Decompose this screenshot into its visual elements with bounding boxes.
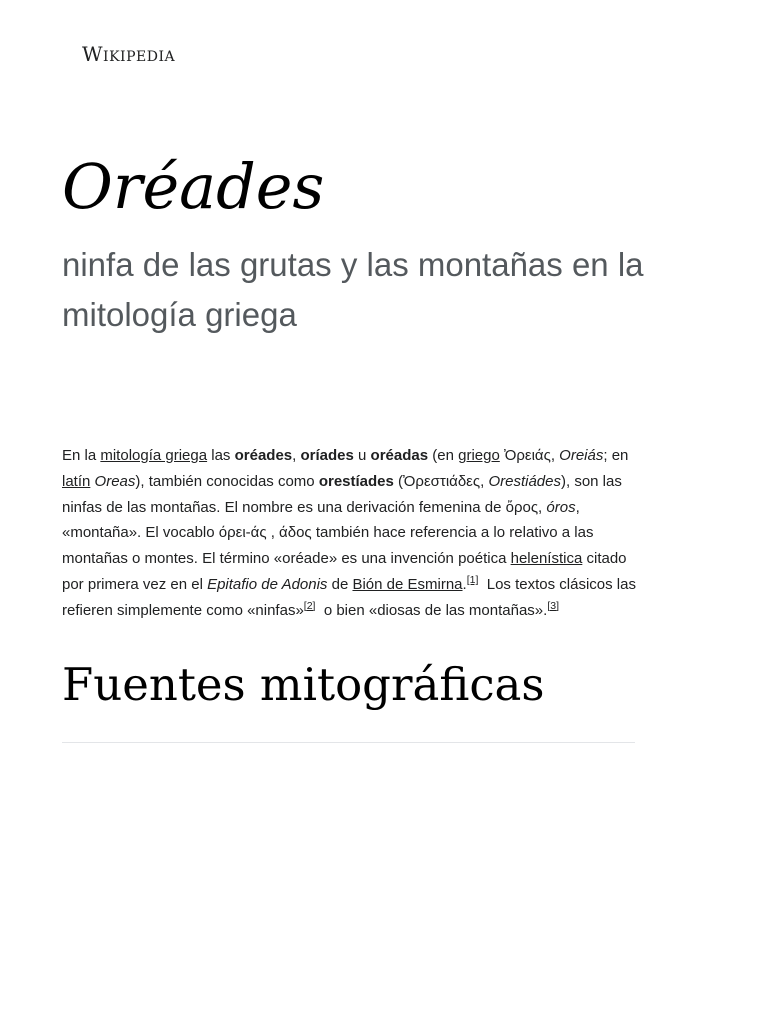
lead-text: , «montaña». El vocablo όρει-άς , άδος también hace referencia a lo relativo a las montañas o montes. El término «oréade» es una invención poética [62,498,594,568]
term-epitafio-de-adonis: Epitafio de Adonis [207,575,328,593]
link-latin[interactable]: latín [62,472,91,490]
reference-2 [304,600,316,612]
link-helenistica[interactable]: helenística [510,550,583,568]
lead-text: Los textos clásicos las refieren simplemente como «ninfas» [62,575,641,619]
link-griego[interactable]: griego [458,447,500,464]
term-oreias: Oreiás [559,447,604,464]
link-mitologia-griega[interactable]: mitología griega [100,447,208,464]
lead-text: ; en [603,447,629,464]
lead-text: las [207,447,235,464]
lead-text: u [353,447,371,464]
lead-text: Ὀρειάς, [499,447,560,464]
term-oros: óros [546,498,576,516]
lead-paragraph [62,443,650,624]
reference-link-1[interactable]: [1] [466,573,479,586]
lead-text: ), también conocidas como [135,472,319,490]
lead-text: de [327,575,353,593]
term-oreades: oréades [234,447,293,464]
reference-link-3[interactable]: [3] [547,599,559,612]
term-oreadas: oréadas [370,447,429,464]
term-orestiades-latin: Orestiádes [488,472,561,490]
section-divider [62,742,635,743]
lead-text: , [292,447,301,464]
reference-1 [467,574,479,586]
reference-3 [547,600,559,612]
lead-text: (en [428,447,459,464]
lead-text: citado por primera vez en el [62,550,627,593]
page-title: Oréades [62,150,325,223]
lead-text: . [462,575,467,593]
page-subtitle: ninfa de las grutas y las montañas en la mitología griega [62,246,644,333]
lead-text: o bien «diosas de las montañas». [315,601,548,619]
wikipedia-wordmark[interactable]: Wikipedia [82,42,176,66]
lead-text: ), son las ninfas de las montañas. El nombre es una derivación femenina de ὄρος, [62,472,622,516]
term-oreas: Oreas [94,472,136,490]
link-bion-de-esmirna[interactable]: Bión de Esmirna [352,575,463,593]
lead-text: En la [62,447,101,464]
section-heading-fuentes[interactable]: Fuentes mitográficas [62,658,545,711]
lead-text: (Ὀρεστιάδες, [393,472,489,490]
term-oriades: oríades [300,447,354,464]
reference-link-2[interactable]: [2] [303,599,316,612]
term-orestiades: orestíades [318,472,394,490]
